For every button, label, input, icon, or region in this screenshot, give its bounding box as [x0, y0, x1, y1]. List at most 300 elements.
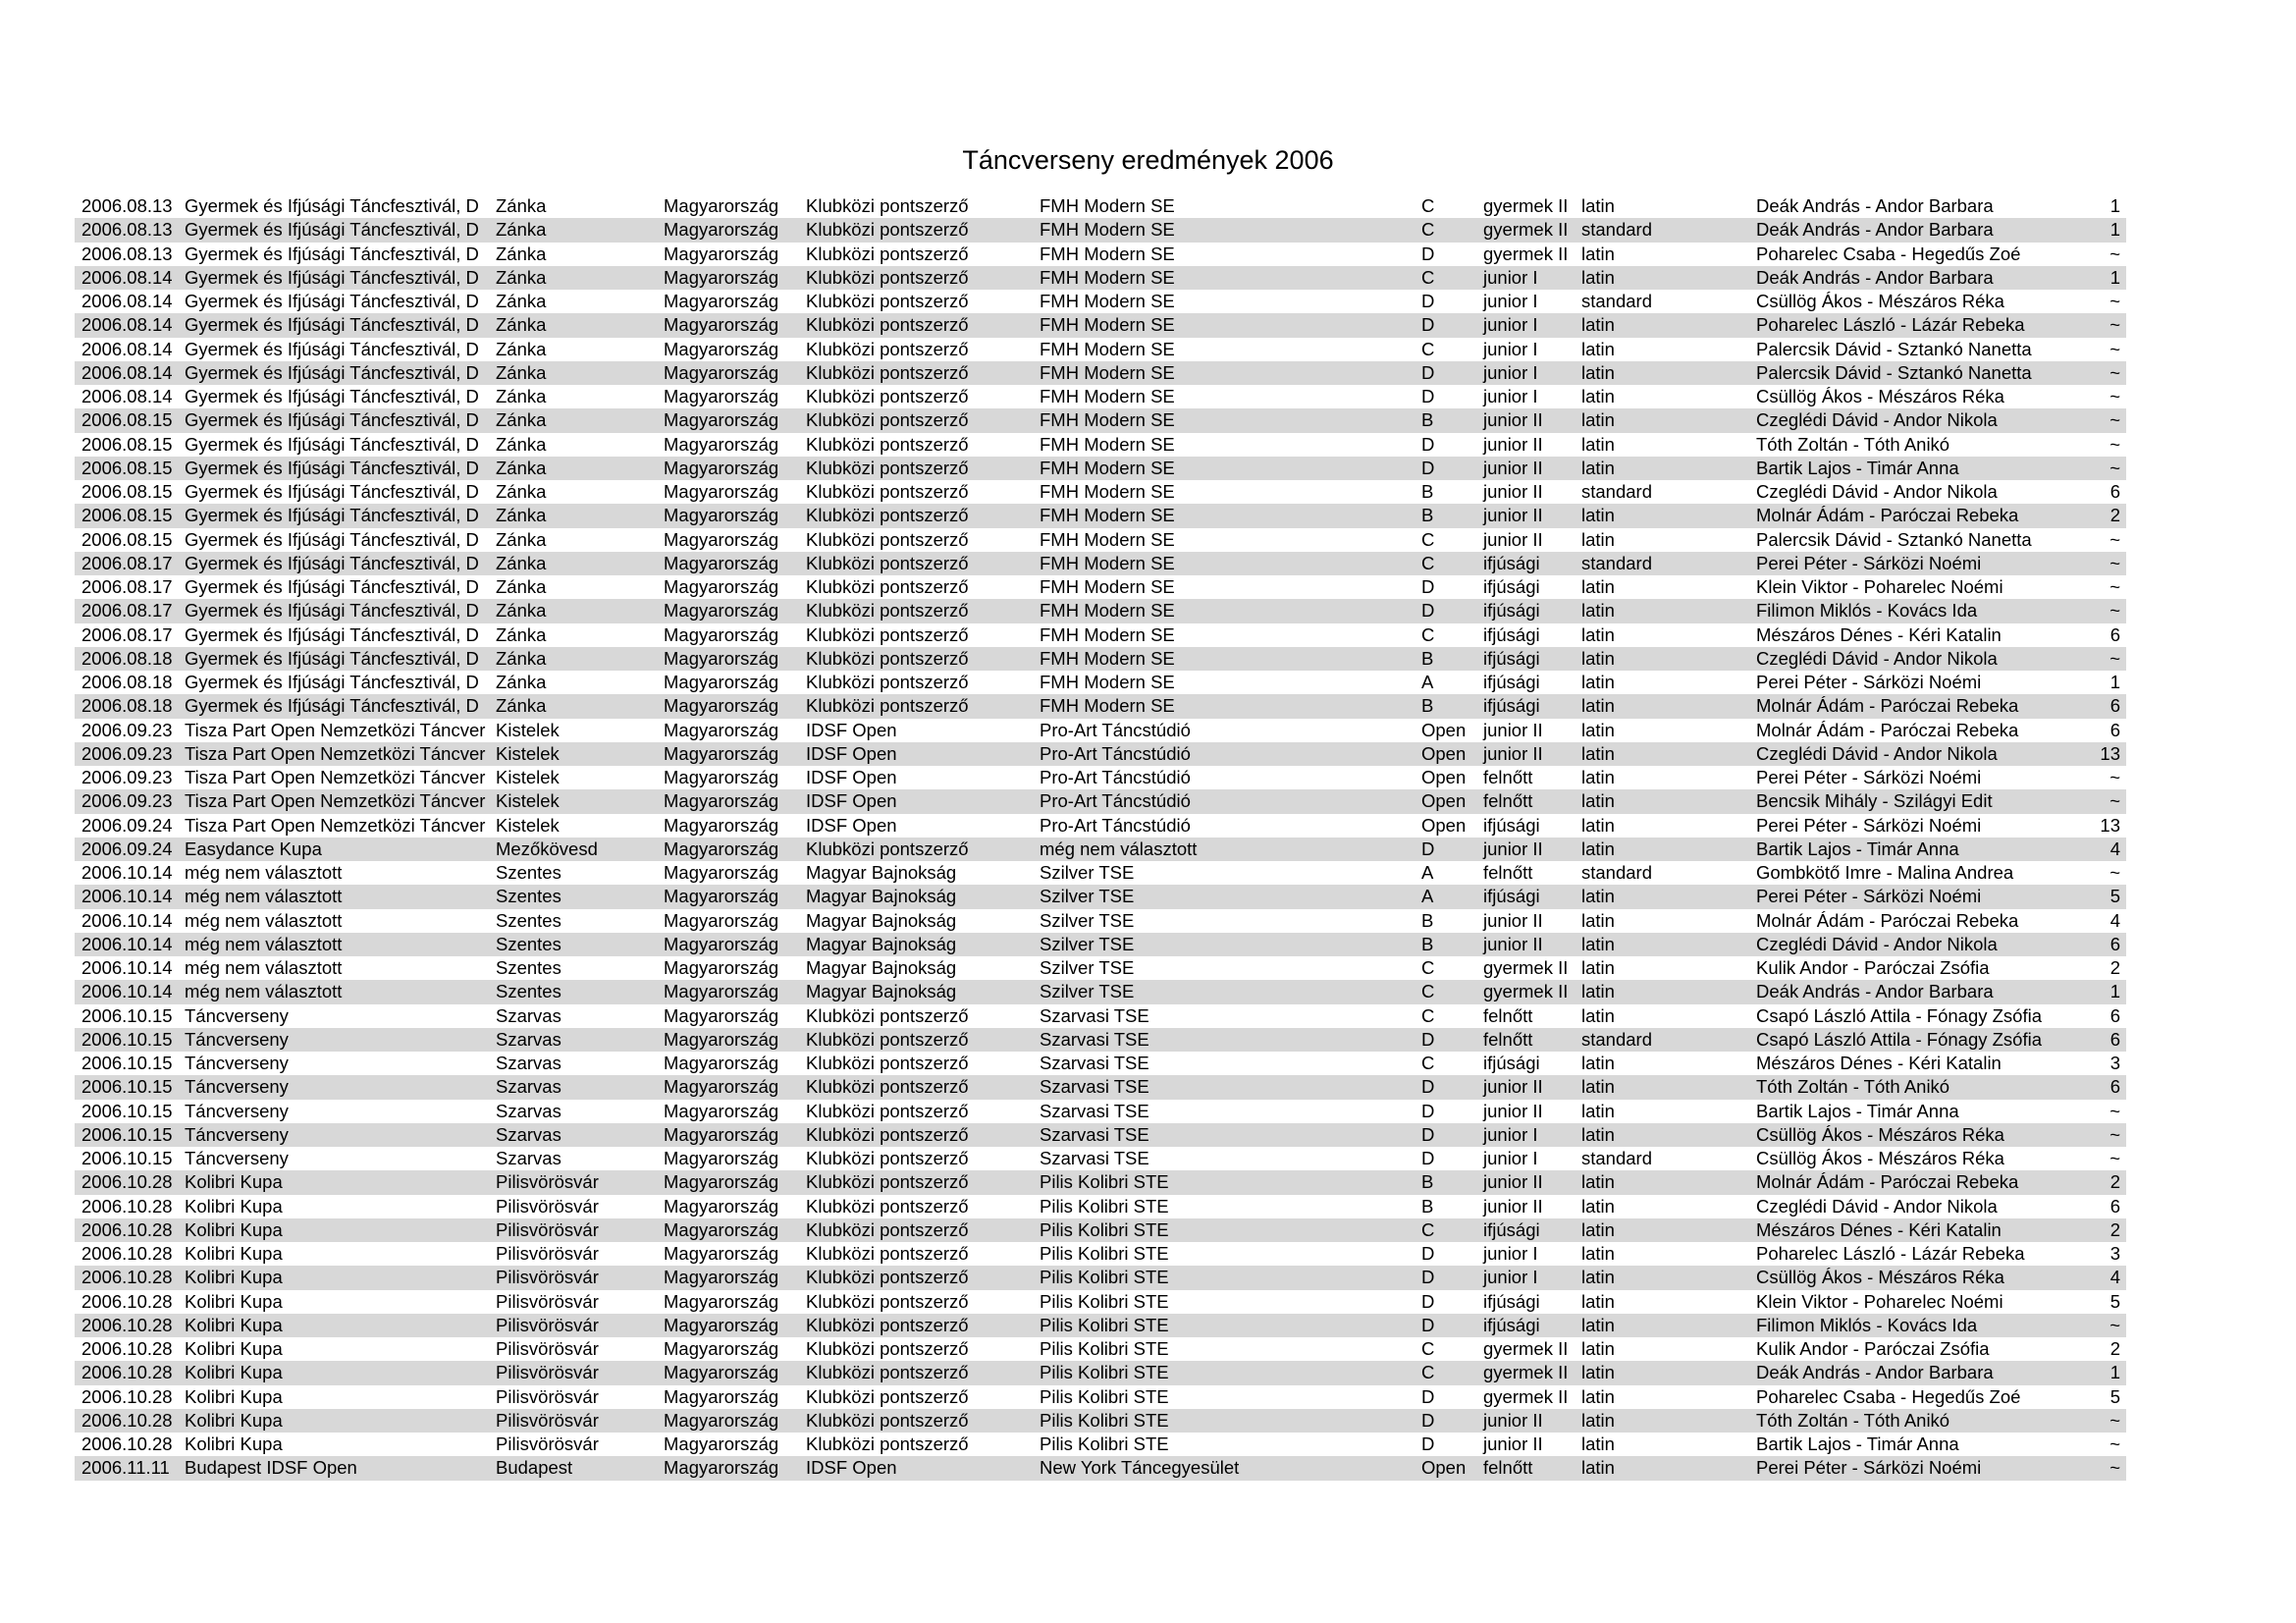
cell-style: latin: [1581, 1004, 1615, 1026]
cell-age_group: junior II: [1483, 409, 1543, 431]
cell-club: FMH Modern SE: [1040, 338, 1175, 359]
cell-competition: még nem választott: [185, 981, 343, 1002]
cell-class: D: [1421, 1123, 1435, 1145]
cell-type: Klubközi pontszerző: [806, 838, 969, 859]
cell-age_group: felnőtt: [1483, 1004, 1533, 1026]
table-row: [75, 789, 2126, 813]
cell-competition: Gyermek és Ifjúsági Táncfesztivál, D: [185, 505, 479, 526]
cell-competition: Tisza Part Open Nemzetközi Táncver: [185, 719, 486, 740]
cell-club: Pro-Art Táncstúdió: [1040, 742, 1191, 764]
cell-country: Magyarország: [664, 623, 779, 645]
cell-date: 2006.08.18: [81, 647, 173, 669]
cell-competition: Budapest IDSF Open: [185, 1457, 357, 1479]
cell-style: latin: [1581, 600, 1615, 622]
cell-type: Klubközi pontszerző: [806, 1409, 969, 1431]
cell-country: Magyarország: [664, 481, 779, 502]
cell-class: D: [1421, 457, 1435, 478]
cell-date: 2006.10.28: [81, 1409, 173, 1431]
cell-competition: Easydance Kupa: [185, 838, 322, 859]
cell-country: Magyarország: [664, 576, 779, 597]
cell-type: Klubközi pontszerző: [806, 243, 969, 264]
cell-place: ~: [2109, 1457, 2120, 1479]
cell-age_group: junior II: [1483, 457, 1543, 478]
cell-class: B: [1421, 695, 1434, 717]
cell-couple: Tóth Zoltán - Tóth Anikó: [1756, 1076, 1950, 1098]
cell-date: 2006.10.14: [81, 862, 173, 883]
table-row: [75, 1290, 2126, 1314]
cell-date: 2006.08.15: [81, 409, 173, 431]
cell-type: Klubközi pontszerző: [806, 433, 969, 455]
cell-country: Magyarország: [664, 1409, 779, 1431]
cell-place: 6: [2109, 1028, 2120, 1050]
cell-age_group: felnőtt: [1483, 1028, 1533, 1050]
cell-style: latin: [1581, 457, 1615, 478]
cell-competition: Kolibri Kupa: [185, 1338, 283, 1359]
cell-class: C: [1421, 266, 1435, 288]
cell-age_group: junior I: [1483, 314, 1538, 336]
cell-class: D: [1421, 1385, 1435, 1407]
cell-club: Pro-Art Táncstúdió: [1040, 767, 1191, 787]
cell-date: 2006.09.23: [81, 790, 173, 812]
cell-club: Pilis Kolibri STE: [1040, 1267, 1169, 1288]
cell-competition: Tisza Part Open Nemzetközi Táncver: [185, 767, 486, 787]
cell-competition: Kolibri Kupa: [185, 1267, 283, 1288]
cell-type: Klubközi pontszerző: [806, 1218, 969, 1240]
cell-competition: Gyermek és Ifjúsági Táncfesztivál, D: [185, 481, 479, 502]
cell-club: FMH Modern SE: [1040, 195, 1175, 216]
cell-competition: Kolibri Kupa: [185, 1434, 283, 1454]
cell-style: latin: [1581, 886, 1615, 907]
cell-place: 6: [2109, 1076, 2120, 1098]
cell-date: 2006.10.15: [81, 1123, 173, 1145]
cell-style: latin: [1581, 314, 1615, 336]
table-row: [75, 980, 2126, 1003]
cell-place: 1: [2109, 266, 2120, 288]
cell-date: 2006.08.14: [81, 314, 173, 336]
cell-club: még nem választott: [1040, 838, 1198, 859]
cell-date: 2006.10.28: [81, 1267, 173, 1288]
cell-date: 2006.09.24: [81, 814, 173, 836]
cell-class: D: [1421, 1434, 1435, 1454]
cell-club: Pilis Kolibri STE: [1040, 1243, 1169, 1264]
cell-date: 2006.08.17: [81, 552, 173, 573]
cell-competition: Kolibri Kupa: [185, 1409, 283, 1431]
cell-couple: Klein Viktor - Poharelec Noémi: [1756, 1290, 2003, 1312]
cell-city: Zánka: [496, 314, 547, 336]
cell-type: Klubközi pontszerző: [806, 1028, 969, 1050]
cell-country: Magyarország: [664, 552, 779, 573]
cell-age_group: gyermek II: [1483, 981, 1569, 1002]
cell-place: 4: [2109, 1267, 2120, 1288]
cell-country: Magyarország: [664, 981, 779, 1002]
cell-country: Magyarország: [664, 1123, 779, 1145]
cell-city: Zánka: [496, 361, 547, 383]
cell-club: FMH Modern SE: [1040, 361, 1175, 383]
cell-class: D: [1421, 243, 1435, 264]
cell-class: B: [1421, 409, 1434, 431]
cell-couple: Kulik Andor - Paróczai Zsófia: [1756, 1338, 1990, 1359]
cell-club: FMH Modern SE: [1040, 552, 1175, 573]
cell-class: Open: [1421, 790, 1467, 812]
cell-competition: Gyermek és Ifjúsági Táncfesztivál, D: [185, 695, 479, 717]
table-row: [75, 457, 2126, 480]
table-row: [75, 194, 2126, 218]
cell-country: Magyarország: [664, 814, 779, 836]
cell-style: latin: [1581, 1314, 1615, 1335]
cell-club: Szilver TSE: [1040, 909, 1135, 931]
cell-age_group: junior II: [1483, 1409, 1543, 1431]
cell-city: Zánka: [496, 338, 547, 359]
cell-type: Klubközi pontszerző: [806, 576, 969, 597]
cell-couple: Molnár Ádám - Paróczai Rebeka: [1756, 1171, 2019, 1193]
cell-age_group: ifjúsági: [1483, 552, 1540, 573]
cell-date: 2006.09.24: [81, 838, 173, 859]
cell-age_group: ifjúsági: [1483, 600, 1540, 622]
cell-club: Pilis Kolibri STE: [1040, 1409, 1169, 1431]
cell-place: ~: [2109, 386, 2120, 406]
cell-couple: Csüllög Ákos - Mészáros Réka: [1756, 1267, 2004, 1288]
cell-style: latin: [1581, 409, 1615, 431]
cell-club: FMH Modern SE: [1040, 505, 1175, 526]
table-row: [75, 361, 2126, 385]
cell-date: 2006.10.15: [81, 1076, 173, 1098]
cell-city: Pilisvörösvár: [496, 1218, 599, 1240]
cell-place: 13: [2100, 742, 2120, 764]
cell-couple: Klein Viktor - Poharelec Noémi: [1756, 576, 2003, 597]
cell-type: Klubközi pontszerző: [806, 1385, 969, 1407]
cell-couple: Poharelec László - Lázár Rebeka: [1756, 1243, 2025, 1264]
cell-place: ~: [2109, 790, 2120, 812]
cell-competition: Gyermek és Ifjúsági Táncfesztivál, D: [185, 433, 479, 455]
cell-couple: Tóth Zoltán - Tóth Anikó: [1756, 1409, 1950, 1431]
cell-place: 2: [2109, 1218, 2120, 1240]
table-row: [75, 599, 2126, 622]
cell-class: C: [1421, 957, 1435, 978]
cell-class: Open: [1421, 767, 1467, 787]
table-row: [75, 814, 2126, 838]
cell-style: latin: [1581, 266, 1615, 288]
cell-date: 2006.10.28: [81, 1385, 173, 1407]
cell-country: Magyarország: [664, 1148, 779, 1168]
cell-city: Mezőkövesd: [496, 838, 598, 859]
cell-place: ~: [2109, 1100, 2120, 1121]
table-row: [75, 1123, 2126, 1147]
table-row: [75, 1266, 2126, 1289]
cell-age_group: ifjúsági: [1483, 1314, 1540, 1335]
cell-type: Klubközi pontszerző: [806, 1362, 969, 1383]
cell-type: Klubközi pontszerző: [806, 1004, 969, 1026]
cell-country: Magyarország: [664, 957, 779, 978]
table-row: [75, 1361, 2126, 1384]
cell-type: IDSF Open: [806, 814, 897, 836]
cell-date: 2006.08.13: [81, 195, 173, 216]
cell-class: C: [1421, 1338, 1435, 1359]
cell-type: Magyar Bajnokság: [806, 886, 957, 907]
cell-couple: Czeglédi Dávid - Andor Nikola: [1756, 1195, 1998, 1217]
cell-date: 2006.08.17: [81, 623, 173, 645]
cell-type: Magyar Bajnokság: [806, 957, 957, 978]
cell-class: B: [1421, 505, 1434, 526]
cell-type: Klubközi pontszerző: [806, 1314, 969, 1335]
cell-competition: Kolibri Kupa: [185, 1314, 283, 1335]
cell-class: C: [1421, 623, 1435, 645]
cell-date: 2006.10.28: [81, 1290, 173, 1312]
cell-country: Magyarország: [664, 838, 779, 859]
cell-style: standard: [1581, 481, 1652, 502]
cell-type: Klubközi pontszerző: [806, 457, 969, 478]
cell-city: Szentes: [496, 933, 561, 954]
cell-type: Klubközi pontszerző: [806, 1148, 969, 1168]
cell-club: FMH Modern SE: [1040, 219, 1175, 241]
cell-club: Szarvasi TSE: [1040, 1123, 1149, 1145]
cell-club: Szarvasi TSE: [1040, 1028, 1149, 1050]
cell-class: D: [1421, 1028, 1435, 1050]
table-row: [75, 766, 2126, 789]
cell-type: Klubközi pontszerző: [806, 219, 969, 241]
cell-club: FMH Modern SE: [1040, 695, 1175, 717]
cell-date: 2006.10.14: [81, 981, 173, 1002]
cell-style: standard: [1581, 1028, 1652, 1050]
cell-country: Magyarország: [664, 600, 779, 622]
table-row: [75, 1314, 2126, 1337]
cell-city: Szarvas: [496, 1028, 561, 1050]
cell-club: FMH Modern SE: [1040, 528, 1175, 550]
cell-style: latin: [1581, 243, 1615, 264]
cell-type: Klubközi pontszerző: [806, 1076, 969, 1098]
cell-place: 5: [2109, 1385, 2120, 1407]
cell-class: C: [1421, 528, 1435, 550]
cell-date: 2006.08.15: [81, 433, 173, 455]
cell-city: Szarvas: [496, 1123, 561, 1145]
cell-country: Magyarország: [664, 338, 779, 359]
cell-competition: még nem választott: [185, 909, 343, 931]
cell-couple: Perei Péter - Sárközi Noémi: [1756, 1457, 1982, 1479]
cell-type: Klubközi pontszerző: [806, 1243, 969, 1264]
cell-date: 2006.09.23: [81, 742, 173, 764]
cell-city: Zánka: [496, 505, 547, 526]
cell-country: Magyarország: [664, 647, 779, 669]
cell-country: Magyarország: [664, 1434, 779, 1454]
cell-age_group: ifjúsági: [1483, 647, 1540, 669]
cell-date: 2006.10.28: [81, 1338, 173, 1359]
cell-type: Klubközi pontszerző: [806, 409, 969, 431]
cell-couple: Mészáros Dénes - Kéri Katalin: [1756, 623, 2002, 645]
cell-type: Klubközi pontszerző: [806, 552, 969, 573]
cell-place: ~: [2109, 767, 2120, 787]
cell-age_group: felnőtt: [1483, 862, 1533, 883]
cell-couple: Perei Péter - Sárközi Noémi: [1756, 672, 1982, 692]
cell-age_group: junior II: [1483, 719, 1543, 740]
cell-city: Szarvas: [496, 1076, 561, 1098]
cell-age_group: junior II: [1483, 481, 1543, 502]
cell-competition: Táncverseny: [185, 1100, 289, 1121]
cell-style: standard: [1581, 219, 1652, 241]
cell-type: Klubközi pontszerző: [806, 623, 969, 645]
cell-country: Magyarország: [664, 1338, 779, 1359]
cell-club: Szilver TSE: [1040, 957, 1135, 978]
cell-date: 2006.09.23: [81, 767, 173, 787]
table-row: [75, 480, 2126, 504]
cell-class: Open: [1421, 719, 1467, 740]
cell-couple: Bartik Lajos - Timár Anna: [1756, 457, 1959, 478]
cell-class: C: [1421, 1218, 1435, 1240]
cell-place: 2: [2109, 1171, 2120, 1193]
cell-city: Kistelek: [496, 742, 560, 764]
cell-class: C: [1421, 552, 1435, 573]
cell-place: ~: [2109, 338, 2120, 359]
cell-date: 2006.08.17: [81, 576, 173, 597]
cell-country: Magyarország: [664, 219, 779, 241]
cell-couple: Mészáros Dénes - Kéri Katalin: [1756, 1218, 2002, 1240]
cell-couple: Deák András - Andor Barbara: [1756, 219, 1994, 241]
cell-age_group: junior II: [1483, 1195, 1543, 1217]
cell-competition: Gyermek és Ifjúsági Táncfesztivál, D: [185, 386, 479, 406]
cell-class: B: [1421, 481, 1434, 502]
cell-competition: Gyermek és Ifjúsági Táncfesztivál, D: [185, 576, 479, 597]
cell-type: IDSF Open: [806, 719, 897, 740]
cell-date: 2006.10.28: [81, 1171, 173, 1193]
cell-club: Szilver TSE: [1040, 933, 1135, 954]
cell-class: C: [1421, 1053, 1435, 1073]
cell-place: 5: [2109, 886, 2120, 907]
cell-age_group: junior I: [1483, 1123, 1538, 1145]
cell-couple: Perei Péter - Sárközi Noémi: [1756, 814, 1982, 836]
cell-city: Szarvas: [496, 1053, 561, 1073]
table-row: [75, 909, 2126, 933]
table-row: [75, 552, 2126, 575]
cell-style: latin: [1581, 909, 1615, 931]
table-row: [75, 1075, 2126, 1099]
cell-age_group: junior I: [1483, 361, 1538, 383]
cell-type: Klubközi pontszerző: [806, 647, 969, 669]
cell-place: ~: [2109, 314, 2120, 336]
cell-class: B: [1421, 909, 1434, 931]
cell-style: latin: [1581, 790, 1615, 812]
cell-competition: Táncverseny: [185, 1148, 289, 1168]
cell-age_group: felnőtt: [1483, 1457, 1533, 1479]
cell-club: Pilis Kolibri STE: [1040, 1314, 1169, 1335]
page-title: Táncverseny eredmények 2006: [962, 145, 1334, 175]
cell-city: Szentes: [496, 862, 561, 883]
cell-competition: Gyermek és Ifjúsági Táncfesztivál, D: [185, 409, 479, 431]
table-row: [75, 1433, 2126, 1456]
cell-club: FMH Modern SE: [1040, 576, 1175, 597]
cell-couple: Czeglédi Dávid - Andor Nikola: [1756, 647, 1998, 669]
cell-couple: Bartik Lajos - Timár Anna: [1756, 1100, 1959, 1121]
cell-couple: Palercsik Dávid - Sztankó Nanetta: [1756, 338, 2032, 359]
cell-competition: Kolibri Kupa: [185, 1195, 283, 1217]
cell-country: Magyarország: [664, 1267, 779, 1288]
cell-class: C: [1421, 219, 1435, 241]
cell-age_group: junior II: [1483, 909, 1543, 931]
cell-club: Szarvasi TSE: [1040, 1004, 1149, 1026]
cell-city: Pilisvörösvár: [496, 1171, 599, 1193]
cell-city: Kistelek: [496, 814, 560, 836]
cell-club: Szarvasi TSE: [1040, 1076, 1149, 1098]
cell-class: Open: [1421, 742, 1467, 764]
cell-club: New York Táncegyesület: [1040, 1457, 1240, 1479]
cell-place: ~: [2109, 862, 2120, 883]
cell-city: Szarvas: [496, 1100, 561, 1121]
cell-style: latin: [1581, 838, 1615, 859]
cell-city: Pilisvörösvár: [496, 1267, 599, 1288]
cell-club: Pro-Art Táncstúdió: [1040, 719, 1191, 740]
cell-style: latin: [1581, 1243, 1615, 1264]
cell-city: Zánka: [496, 695, 547, 717]
cell-place: ~: [2109, 1148, 2120, 1168]
cell-age_group: gyermek II: [1483, 957, 1569, 978]
cell-country: Magyarország: [664, 195, 779, 216]
table-row: [75, 742, 2126, 766]
cell-place: 6: [2109, 695, 2120, 717]
cell-date: 2006.10.15: [81, 1028, 173, 1050]
cell-place: ~: [2109, 647, 2120, 669]
cell-type: Klubközi pontszerző: [806, 338, 969, 359]
cell-country: Magyarország: [664, 1385, 779, 1407]
cell-competition: még nem választott: [185, 933, 343, 954]
cell-type: Klubközi pontszerző: [806, 1171, 969, 1193]
cell-place: 6: [2109, 623, 2120, 645]
cell-country: Magyarország: [664, 1076, 779, 1098]
cell-date: 2006.09.23: [81, 719, 173, 740]
cell-club: Pilis Kolibri STE: [1040, 1362, 1169, 1383]
cell-style: latin: [1581, 672, 1615, 692]
cell-type: Klubközi pontszerző: [806, 1123, 969, 1145]
cell-style: standard: [1581, 1148, 1652, 1168]
cell-style: latin: [1581, 695, 1615, 717]
cell-competition: Gyermek és Ifjúsági Táncfesztivál, D: [185, 243, 479, 264]
cell-competition: Gyermek és Ifjúsági Táncfesztivál, D: [185, 623, 479, 645]
cell-place: 4: [2109, 838, 2120, 859]
cell-competition: Gyermek és Ifjúsági Táncfesztivál, D: [185, 361, 479, 383]
cell-city: Zánka: [496, 576, 547, 597]
cell-type: Magyar Bajnokság: [806, 981, 957, 1002]
cell-competition: Kolibri Kupa: [185, 1218, 283, 1240]
cell-competition: Kolibri Kupa: [185, 1243, 283, 1264]
cell-type: Klubközi pontszerző: [806, 314, 969, 336]
cell-place: 1: [2109, 219, 2120, 241]
cell-place: ~: [2109, 1314, 2120, 1335]
cell-club: FMH Modern SE: [1040, 647, 1175, 669]
cell-club: Pilis Kolibri STE: [1040, 1218, 1169, 1240]
table-row: [75, 266, 2126, 290]
cell-date: 2006.08.14: [81, 266, 173, 288]
cell-competition: Gyermek és Ifjúsági Táncfesztivál, D: [185, 647, 479, 669]
cell-age_group: junior II: [1483, 1100, 1543, 1121]
cell-date: 2006.08.15: [81, 457, 173, 478]
cell-type: Klubközi pontszerző: [806, 386, 969, 406]
cell-date: 2006.08.18: [81, 695, 173, 717]
cell-place: ~: [2109, 600, 2120, 622]
cell-city: Pilisvörösvár: [496, 1362, 599, 1383]
cell-class: D: [1421, 1148, 1435, 1168]
cell-competition: Gyermek és Ifjúsági Táncfesztivál, D: [185, 552, 479, 573]
cell-competition: Tisza Part Open Nemzetközi Táncver: [185, 814, 486, 836]
cell-club: FMH Modern SE: [1040, 433, 1175, 455]
cell-competition: Gyermek és Ifjúsági Táncfesztivál, D: [185, 457, 479, 478]
cell-couple: Csüllög Ákos - Mészáros Réka: [1756, 386, 2004, 406]
cell-date: 2006.08.13: [81, 219, 173, 241]
cell-club: FMH Modern SE: [1040, 457, 1175, 478]
cell-couple: Filimon Miklós - Kovács Ida: [1756, 600, 1978, 622]
cell-class: D: [1421, 838, 1435, 859]
cell-country: Magyarország: [664, 1362, 779, 1383]
cell-competition: Gyermek és Ifjúsági Táncfesztivál, D: [185, 528, 479, 550]
cell-country: Magyarország: [664, 1004, 779, 1026]
cell-city: Pilisvörösvár: [496, 1434, 599, 1454]
cell-couple: Perei Péter - Sárközi Noémi: [1756, 552, 1982, 573]
cell-class: C: [1421, 1004, 1435, 1026]
